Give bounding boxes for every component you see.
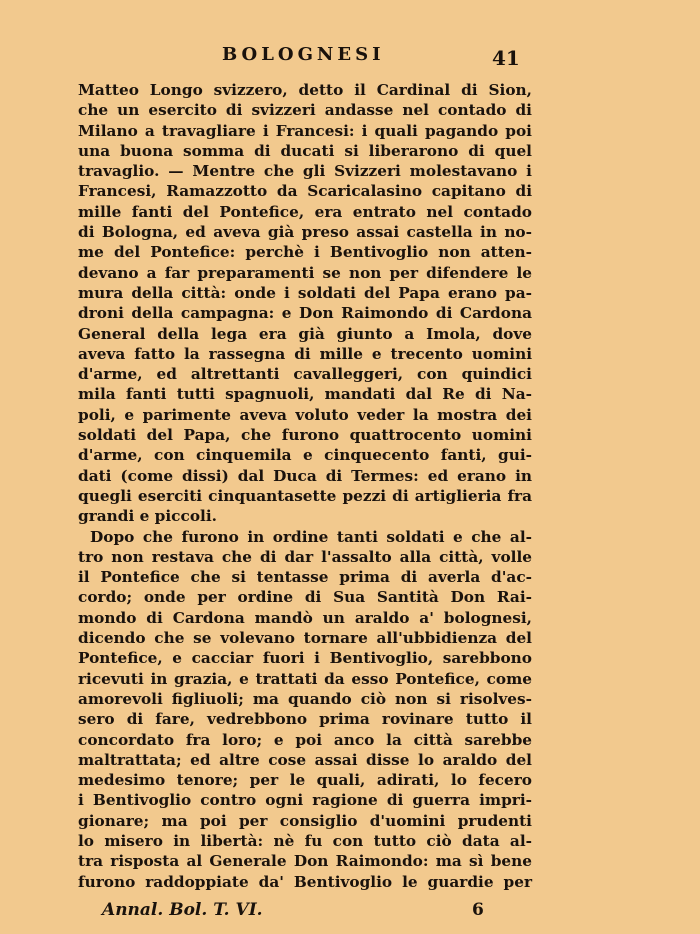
text-line: Francesi, Ramazzotto da Scaricalasino capitano di: [78, 182, 532, 201]
text-line: d'arme, ed altrettanti cavalleggeri, con quindici: [78, 365, 532, 384]
text-line: amorevoli figliuoli; ma quando ciò non si risolves-: [78, 689, 532, 708]
text-line: medesimo tenore; per le quali, adirati, lo fecero: [78, 771, 532, 790]
text-line: quegli eserciti cinquantasette pezzi di artiglieria fra: [78, 486, 532, 505]
text-line: che un esercito di svizzeri andasse nel contado di: [78, 101, 532, 120]
text-line: dati (come dissi) dal Duca di Termes: ed erano in: [78, 466, 532, 485]
text-line: una buona somma di ducati si liberarono di quel: [78, 141, 532, 160]
text-line: aveva fatto la rassegna di mille e trecento uomini: [78, 344, 532, 363]
text-line: lo misero in libertà: nè fu con tutto ciò data al-: [78, 831, 532, 850]
text-line: Milano a travagliare i Francesi: i quali pagando poi: [78, 121, 532, 140]
text-line: devano a far preparamenti se non per difendere le: [78, 263, 532, 282]
text-line: furono raddoppiate da' Bentivoglio le guardie per: [78, 872, 532, 891]
footer-note: Annal. Bol. T. VI.: [102, 900, 263, 920]
text-line: General della lega era già giunto a Imola, dove: [78, 324, 532, 343]
text-line: droni della campagna: e Don Raimondo di Cardona: [78, 304, 532, 323]
paragraph: [78, 527, 532, 892]
paragraph: [78, 80, 532, 527]
text-line: poli, e parimente aveva voluto veder la mostra dei: [78, 405, 532, 424]
text-line: mila fanti tutti spagnuoli, mandati dal Re di Na-: [78, 385, 532, 404]
page-number: 41: [492, 46, 520, 70]
text-line: cordo; onde per ordine di Sua Santità Don Rai-: [78, 588, 532, 607]
text-line: maltrattata; ed altre cose assai disse lo araldo del: [78, 750, 532, 769]
text-line: dicendo che se volevano tornare all'ubbidienza del: [78, 629, 532, 648]
text-line: mille fanti del Pontefice, era entrato nel contado: [78, 202, 532, 221]
text-line: travaglio. — Mentre che gli Svizzeri molestavano i: [78, 162, 532, 181]
text-line: soldati del Papa, che furono quattrocento uomini: [78, 426, 532, 445]
text-line: me del Pontefice: perchè i Bentivoglio non atten-: [78, 243, 532, 262]
text-line: ricevuti in grazia, e trattati da esso Pontefice, come: [78, 669, 532, 688]
text-line: i Bentivoglio contro ogni ragione di guerra impri-: [78, 791, 532, 810]
running-head: [0, 44, 700, 70]
text-line: Pontefice, e cacciar fuori i Bentivoglio, sarebbono: [78, 649, 532, 668]
page-footer: [0, 900, 700, 926]
text-line: d'arme, con cinquemila e cinquecento fanti, gui-: [78, 446, 532, 465]
text-line: Matteo Longo svizzero, detto il Cardinal di Sion,: [78, 81, 532, 99]
text-line: di Bologna, ed aveva già preso assai castella in no-: [78, 223, 532, 242]
text-line: tro non restava che di dar l'assalto alla città, volle: [78, 547, 532, 566]
text-line: il Pontefice che si tentasse prima di averla d'ac-: [78, 568, 532, 587]
signature-mark: 6: [472, 900, 484, 920]
text-line: Dopo che furono in ordine tanti soldati e che al-: [90, 527, 532, 546]
body-text: [78, 80, 532, 892]
running-title: BOLOGNESI: [222, 44, 385, 65]
text-line: gionare; ma poi per consiglio d'uomini prudenti: [78, 811, 532, 830]
text-line: mondo di Cardona mandò un araldo a' bolognesi,: [78, 608, 532, 627]
text-line: concordato fra loro; e poi anco la città sarebbe: [78, 730, 532, 749]
text-line: grandi e piccoli.: [78, 507, 217, 526]
text-line: mura della città: onde i soldati del Papa erano pa-: [78, 283, 532, 302]
text-line: sero di fare, vedrebbono prima rovinare tutto il: [78, 710, 532, 729]
text-line: tra risposta al Generale Don Raimondo: ma sì bene: [78, 852, 532, 871]
